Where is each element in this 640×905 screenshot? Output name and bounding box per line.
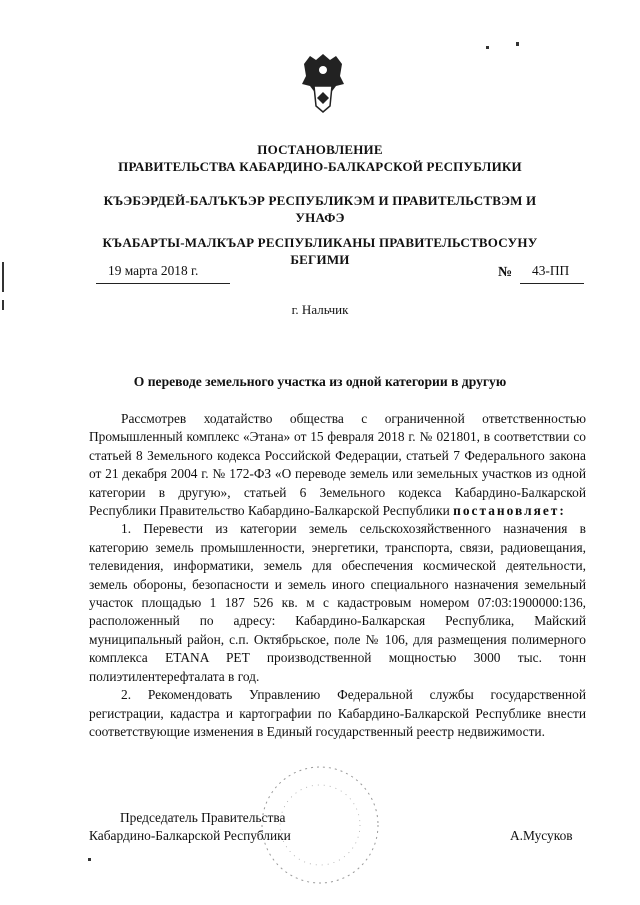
scan-dot: [486, 46, 489, 49]
paragraph-1: 1. Перевести из категории земель сельскохозяйственного назначения в категорию земель промышленности, энергетики, транспорта, связи, радиовещания, телевидения, информатики, земель для обеспечения космической деятельности, земель обороны, безопасности и земель иного специального назначения земельный участок площадью 1 187 526 кв. м с кадастровым номером 07:03:1900000:136, расположенный по адресу: Кабардино-Балкарская Республика, Майский муниципальный район, с.п. Октябрьское, поле № 106, для размещения полимерного комплекса ETANA PET производственной мощностью 3000 тыс. тонн полиэтилентерефталата в год.: [89, 521, 586, 684]
number-value: 43-ПП: [532, 263, 570, 278]
signature-position-line2: Кабардино-Балкарской Республики: [89, 828, 291, 843]
coat-of-arms-emblem: [300, 50, 346, 118]
header-balkar-line1: КЪАБАРТЫ-МАЛКЪАР РЕСПУБЛИКАНЫ ПРАВИТЕЛЬСТВОСУНУ: [102, 235, 538, 250]
paragraph-2: 2. Рекомендовать Управлению Федеральной службы государственной регистрации, кадастра и картографии по Кабардино-Балкарской Республике внести соответствующие изменения в Единый государственный реестр недвижимости.: [89, 687, 586, 739]
seal-stamp: [230, 755, 410, 885]
header-kabardian-line2: УНАФЭ: [295, 210, 345, 225]
intro-text: Рассмотрев ходатайство общества с ограниченной ответственностью Промышленный комплекс «Этана» от 15 февраля 2018 г. № 021801, в соответствии со статьей 8 Земельного кодекса Российской Федерации, статьей 7 Федерального закона от 21 декабря 2004 г. № 172-ФЗ «О переводе земель или земельных участков из одной категории в другую», статьей 6 Земельного кодекса Кабардино-Балкарской Республики Правительство Кабардино-Балкарской Республики: [89, 411, 586, 519]
header-government: ПРАВИТЕЛЬСТВА КАБАРДИНО-БАЛКАРСКОЙ РЕСПУБЛИКИ: [118, 159, 522, 174]
margin-mark-left-small: [2, 300, 4, 310]
signature-position-line1: Председатель Правительства: [120, 810, 286, 825]
document-body: [89, 410, 586, 741]
document-title: О переводе земельного участка из одной категории в другую: [133, 374, 507, 389]
header-kabardian-line1: КЪЭБЭРДЕЙ-БАЛЪКЪЭР РЕСПУБЛИКЭМ И ПРАВИТЕЛЬСТВЭМ И: [103, 193, 537, 208]
scan-dot: [516, 42, 519, 46]
header-title: ПОСТАНОВЛЕНИЕ: [257, 142, 383, 157]
signatory-name: А.Мусуков: [510, 828, 573, 843]
scan-dot: [88, 858, 91, 861]
header-balkar-line2: БЕГИМИ: [290, 252, 350, 267]
decree-word: постановляет:: [453, 503, 566, 519]
number-label: №: [498, 265, 513, 280]
intro-paragraph: [89, 410, 586, 520]
number-field: [520, 263, 584, 284]
city: г. Нальчик: [291, 302, 349, 317]
date-field: [96, 263, 230, 284]
margin-mark-left: [2, 262, 4, 292]
date-value: 19 марта 2018 г.: [108, 263, 199, 278]
